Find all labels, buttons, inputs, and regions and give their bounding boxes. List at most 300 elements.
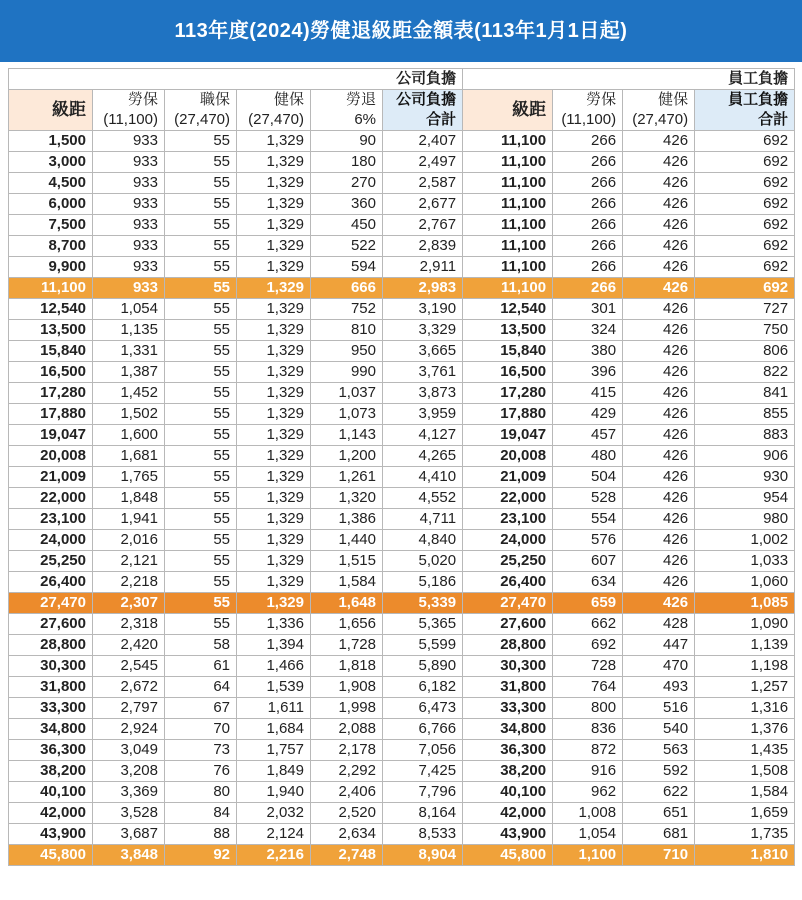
employee-cell: 19,047 — [463, 425, 553, 446]
employee-cell: 883 — [695, 425, 795, 446]
company-cell: 42,000 — [9, 803, 93, 824]
employee-cell: 727 — [695, 299, 795, 320]
company-cell: 950 — [311, 341, 383, 362]
company-cell: 2,124 — [237, 824, 311, 845]
employee-cell: 324 — [553, 320, 623, 341]
employee-col-header-2-line1: 健保 — [658, 91, 689, 108]
employee-cell: 576 — [553, 530, 623, 551]
company-cell: 55 — [165, 488, 237, 509]
company-cell: 2,407 — [383, 131, 463, 152]
company-cell: 360 — [311, 194, 383, 215]
company-cell: 2,292 — [311, 761, 383, 782]
employee-cell: 426 — [623, 551, 695, 572]
table-row — [9, 761, 795, 782]
company-cell: 1,261 — [311, 467, 383, 488]
employee-cell: 426 — [623, 173, 695, 194]
company-cell: 6,473 — [383, 698, 463, 719]
company-cell: 13,500 — [9, 320, 93, 341]
employee-cell: 916 — [553, 761, 623, 782]
employee-cell: 45,800 — [463, 845, 553, 866]
company-cell: 1,329 — [237, 299, 311, 320]
company-cell: 1,440 — [311, 530, 383, 551]
employee-section-header: 員工負擔 — [463, 69, 795, 90]
company-cell: 26,400 — [9, 572, 93, 593]
employee-cell: 1,584 — [695, 782, 795, 803]
company-cell: 933 — [93, 131, 165, 152]
employee-cell: 504 — [553, 467, 623, 488]
employee-cell: 470 — [623, 656, 695, 677]
employee-cell: 493 — [623, 677, 695, 698]
company-cell: 2,677 — [383, 194, 463, 215]
employee-cell: 692 — [695, 194, 795, 215]
employee-cell: 662 — [553, 614, 623, 635]
employee-cell: 266 — [553, 257, 623, 278]
table-row — [9, 383, 795, 404]
employee-cell: 426 — [623, 509, 695, 530]
employee-cell: 1,257 — [695, 677, 795, 698]
company-cell: 1,600 — [93, 425, 165, 446]
company-cell: 1,941 — [93, 509, 165, 530]
company-cell: 666 — [311, 278, 383, 299]
employee-cell: 426 — [623, 467, 695, 488]
table-row — [9, 509, 795, 530]
employee-cell: 962 — [553, 782, 623, 803]
company-cell: 17,280 — [9, 383, 93, 404]
company-cell: 1,329 — [237, 509, 311, 530]
employee-cell: 930 — [695, 467, 795, 488]
company-cell: 1,818 — [311, 656, 383, 677]
employee-cell: 30,300 — [463, 656, 553, 677]
employee-cell: 836 — [553, 719, 623, 740]
company-cell: 2,767 — [383, 215, 463, 236]
company-cell: 45,800 — [9, 845, 93, 866]
employee-cell: 1,810 — [695, 845, 795, 866]
company-cell: 1,848 — [93, 488, 165, 509]
company-cell: 810 — [311, 320, 383, 341]
company-cell: 2,911 — [383, 257, 463, 278]
employee-cell: 426 — [623, 257, 695, 278]
employee-cell: 692 — [695, 131, 795, 152]
employee-col-header-3-line1: 員工負擔 — [728, 91, 789, 108]
company-cell: 4,410 — [383, 467, 463, 488]
employee-cell: 396 — [553, 362, 623, 383]
employee-cell: 28,800 — [463, 635, 553, 656]
company-cell: 3,208 — [93, 761, 165, 782]
company-cell: 55 — [165, 257, 237, 278]
company-cell: 2,497 — [383, 152, 463, 173]
employee-cell: 841 — [695, 383, 795, 404]
table-row — [9, 614, 795, 635]
company-cell: 933 — [93, 215, 165, 236]
table-row — [9, 677, 795, 698]
company-cell: 27,600 — [9, 614, 93, 635]
company-cell: 55 — [165, 551, 237, 572]
employee-col-header-1-line2: (11,100) — [561, 111, 617, 128]
company-cell: 1,331 — [93, 341, 165, 362]
company-cell: 180 — [311, 152, 383, 173]
company-cell: 1,329 — [237, 173, 311, 194]
company-cell: 1,329 — [237, 215, 311, 236]
company-cell: 2,672 — [93, 677, 165, 698]
company-cell: 933 — [93, 173, 165, 194]
employee-col-header-0 — [463, 90, 553, 131]
company-cell: 1,329 — [237, 152, 311, 173]
company-cell: 5,020 — [383, 551, 463, 572]
company-cell: 1,681 — [93, 446, 165, 467]
company-cell: 27,470 — [9, 593, 93, 614]
company-cell: 55 — [165, 425, 237, 446]
company-cell: 8,533 — [383, 824, 463, 845]
company-cell: 7,796 — [383, 782, 463, 803]
company-cell: 3,848 — [93, 845, 165, 866]
company-cell: 15,840 — [9, 341, 93, 362]
employee-cell: 16,500 — [463, 362, 553, 383]
company-cell: 3,190 — [383, 299, 463, 320]
employee-cell: 692 — [695, 173, 795, 194]
employee-cell: 266 — [553, 194, 623, 215]
employee-cell: 42,000 — [463, 803, 553, 824]
employee-cell: 33,300 — [463, 698, 553, 719]
company-cell: 3,329 — [383, 320, 463, 341]
company-col-header-1-line2: (11,100) — [103, 111, 158, 128]
company-cell: 25,250 — [9, 551, 93, 572]
table-row — [9, 593, 795, 614]
company-cell: 34,800 — [9, 719, 93, 740]
contribution-table — [8, 68, 795, 866]
company-cell: 70 — [165, 719, 237, 740]
employee-cell: 528 — [553, 488, 623, 509]
company-cell: 55 — [165, 299, 237, 320]
company-cell: 55 — [165, 509, 237, 530]
employee-cell: 266 — [553, 152, 623, 173]
employee-cell: 659 — [553, 593, 623, 614]
employee-cell: 1,198 — [695, 656, 795, 677]
company-cell: 933 — [93, 194, 165, 215]
company-cell: 594 — [311, 257, 383, 278]
table-row — [9, 425, 795, 446]
company-col-header-3-line1: 健保 — [273, 91, 304, 108]
company-cell: 1,135 — [93, 320, 165, 341]
employee-cell: 22,000 — [463, 488, 553, 509]
table-row — [9, 320, 795, 341]
company-cell: 7,425 — [383, 761, 463, 782]
company-cell: 2,839 — [383, 236, 463, 257]
employee-cell: 426 — [623, 404, 695, 425]
company-cell: 752 — [311, 299, 383, 320]
company-cell: 1,998 — [311, 698, 383, 719]
company-col-header-3 — [237, 90, 311, 131]
table-row — [9, 236, 795, 257]
company-cell: 1,073 — [311, 404, 383, 425]
table-row — [9, 698, 795, 719]
company-cell: 31,800 — [9, 677, 93, 698]
company-cell: 3,959 — [383, 404, 463, 425]
employee-cell: 1,085 — [695, 593, 795, 614]
company-cell: 5,599 — [383, 635, 463, 656]
company-cell: 19,047 — [9, 425, 93, 446]
company-cell: 2,016 — [93, 530, 165, 551]
employee-cell: 24,000 — [463, 530, 553, 551]
company-cell: 933 — [93, 278, 165, 299]
company-col-header-4-line1: 勞退 — [345, 91, 376, 108]
employee-cell: 301 — [553, 299, 623, 320]
employee-cell: 266 — [553, 236, 623, 257]
employee-cell: 1,100 — [553, 845, 623, 866]
employee-cell: 426 — [623, 299, 695, 320]
company-cell: 270 — [311, 173, 383, 194]
company-cell: 76 — [165, 761, 237, 782]
company-cell: 55 — [165, 530, 237, 551]
company-col-header-2 — [165, 90, 237, 131]
table-title: 113年度(2024)勞健退級距金額表(113年1月1日起) — [0, 0, 802, 62]
company-cell: 1,908 — [311, 677, 383, 698]
company-cell: 28,800 — [9, 635, 93, 656]
employee-cell: 554 — [553, 509, 623, 530]
employee-cell: 447 — [623, 635, 695, 656]
table-row — [9, 446, 795, 467]
company-cell: 20,008 — [9, 446, 93, 467]
company-cell: 3,761 — [383, 362, 463, 383]
company-cell: 1,336 — [237, 614, 311, 635]
employee-cell: 710 — [623, 845, 695, 866]
table-row — [9, 803, 795, 824]
company-cell: 6,182 — [383, 677, 463, 698]
company-cell: 2,545 — [93, 656, 165, 677]
table-row — [9, 404, 795, 425]
company-cell: 55 — [165, 173, 237, 194]
company-cell: 11,100 — [9, 278, 93, 299]
company-cell: 55 — [165, 131, 237, 152]
company-cell: 1,728 — [311, 635, 383, 656]
employee-cell: 11,100 — [463, 257, 553, 278]
table-row — [9, 551, 795, 572]
employee-cell: 906 — [695, 446, 795, 467]
company-cell: 8,700 — [9, 236, 93, 257]
table-row — [9, 173, 795, 194]
company-cell: 55 — [165, 236, 237, 257]
company-cell: 1,502 — [93, 404, 165, 425]
company-cell: 3,528 — [93, 803, 165, 824]
company-cell: 1,466 — [237, 656, 311, 677]
company-cell: 2,406 — [311, 782, 383, 803]
company-cell: 84 — [165, 803, 237, 824]
company-cell: 1,584 — [311, 572, 383, 593]
company-cell: 5,186 — [383, 572, 463, 593]
company-cell: 55 — [165, 467, 237, 488]
company-cell: 1,515 — [311, 551, 383, 572]
employee-cell: 1,054 — [553, 824, 623, 845]
company-cell: 7,500 — [9, 215, 93, 236]
employee-cell: 1,659 — [695, 803, 795, 824]
employee-cell: 23,100 — [463, 509, 553, 530]
company-cell: 1,757 — [237, 740, 311, 761]
employee-cell: 872 — [553, 740, 623, 761]
company-cell: 30,300 — [9, 656, 93, 677]
employee-cell: 12,540 — [463, 299, 553, 320]
company-cell: 5,890 — [383, 656, 463, 677]
employee-cell: 806 — [695, 341, 795, 362]
employee-cell: 11,100 — [463, 131, 553, 152]
company-cell: 1,037 — [311, 383, 383, 404]
company-cell: 55 — [165, 194, 237, 215]
employee-cell: 750 — [695, 320, 795, 341]
table-row — [9, 278, 795, 299]
employee-cell: 1,435 — [695, 740, 795, 761]
table-row — [9, 194, 795, 215]
employee-cell: 11,100 — [463, 215, 553, 236]
company-cell: 22,000 — [9, 488, 93, 509]
company-cell: 1,329 — [237, 278, 311, 299]
company-cell: 58 — [165, 635, 237, 656]
employee-cell: 426 — [623, 194, 695, 215]
employee-cell: 692 — [553, 635, 623, 656]
table-row — [9, 782, 795, 803]
table-row — [9, 719, 795, 740]
company-cell: 1,684 — [237, 719, 311, 740]
employee-cell: 415 — [553, 383, 623, 404]
employee-col-header-1-line1: 勞保 — [586, 91, 617, 108]
company-cell: 55 — [165, 215, 237, 236]
employee-cell: 38,200 — [463, 761, 553, 782]
employee-cell: 480 — [553, 446, 623, 467]
employee-col-header-2 — [623, 90, 695, 131]
company-cell: 1,329 — [237, 551, 311, 572]
company-cell: 990 — [311, 362, 383, 383]
company-cell: 1,611 — [237, 698, 311, 719]
company-cell: 55 — [165, 362, 237, 383]
company-cell: 1,329 — [237, 572, 311, 593]
company-cell: 1,329 — [237, 131, 311, 152]
employee-cell: 954 — [695, 488, 795, 509]
employee-cell: 426 — [623, 425, 695, 446]
employee-cell: 43,900 — [463, 824, 553, 845]
employee-cell: 1,060 — [695, 572, 795, 593]
company-cell: 55 — [165, 572, 237, 593]
company-cell: 1,143 — [311, 425, 383, 446]
company-col-header-0-line1: 級距 — [52, 100, 86, 119]
company-cell: 3,000 — [9, 152, 93, 173]
employee-cell: 426 — [623, 593, 695, 614]
company-cell: 4,500 — [9, 173, 93, 194]
employee-cell: 1,508 — [695, 761, 795, 782]
employee-cell: 426 — [623, 320, 695, 341]
employee-cell: 11,100 — [463, 152, 553, 173]
employee-cell: 11,100 — [463, 194, 553, 215]
employee-cell: 426 — [623, 383, 695, 404]
company-cell: 4,711 — [383, 509, 463, 530]
employee-cell: 426 — [623, 341, 695, 362]
employee-cell: 1,090 — [695, 614, 795, 635]
company-cell: 1,329 — [237, 446, 311, 467]
company-cell: 36,300 — [9, 740, 93, 761]
employee-cell: 426 — [623, 215, 695, 236]
table-row — [9, 572, 795, 593]
company-cell: 2,032 — [237, 803, 311, 824]
company-col-header-5-line1: 公司負擔 — [396, 91, 457, 108]
company-cell: 4,552 — [383, 488, 463, 509]
employee-col-header-0-line1: 級距 — [512, 100, 547, 119]
employee-cell: 25,250 — [463, 551, 553, 572]
company-cell: 3,665 — [383, 341, 463, 362]
company-cell: 9,900 — [9, 257, 93, 278]
employee-cell: 426 — [623, 530, 695, 551]
company-cell: 1,329 — [237, 320, 311, 341]
company-cell: 1,386 — [311, 509, 383, 530]
employee-cell: 607 — [553, 551, 623, 572]
table-row — [9, 845, 795, 866]
employee-cell: 1,008 — [553, 803, 623, 824]
table-row — [9, 530, 795, 551]
company-col-header-3-line2: (27,470) — [248, 111, 304, 128]
company-cell: 2,218 — [93, 572, 165, 593]
table-row — [9, 341, 795, 362]
employee-cell: 651 — [623, 803, 695, 824]
company-cell: 8,164 — [383, 803, 463, 824]
company-cell: 8,904 — [383, 845, 463, 866]
employee-cell: 822 — [695, 362, 795, 383]
employee-cell: 1,033 — [695, 551, 795, 572]
employee-cell: 11,100 — [463, 173, 553, 194]
employee-cell: 31,800 — [463, 677, 553, 698]
company-cell: 2,520 — [311, 803, 383, 824]
table-row — [9, 824, 795, 845]
table-row — [9, 740, 795, 761]
company-cell: 4,840 — [383, 530, 463, 551]
employee-cell: 266 — [553, 215, 623, 236]
employee-col-header-3 — [695, 90, 795, 131]
employee-cell: 11,100 — [463, 236, 553, 257]
company-cell: 1,329 — [237, 194, 311, 215]
company-cell: 1,940 — [237, 782, 311, 803]
company-cell: 3,369 — [93, 782, 165, 803]
company-cell: 55 — [165, 446, 237, 467]
company-cell: 1,765 — [93, 467, 165, 488]
company-cell: 55 — [165, 404, 237, 425]
company-cell: 2,088 — [311, 719, 383, 740]
employee-cell: 516 — [623, 698, 695, 719]
employee-cell: 692 — [695, 152, 795, 173]
company-cell: 55 — [165, 383, 237, 404]
company-cell: 2,634 — [311, 824, 383, 845]
employee-cell: 429 — [553, 404, 623, 425]
company-cell: 7,056 — [383, 740, 463, 761]
employee-cell: 11,100 — [463, 278, 553, 299]
employee-cell: 40,100 — [463, 782, 553, 803]
company-cell: 1,320 — [311, 488, 383, 509]
company-cell: 55 — [165, 593, 237, 614]
table-row — [9, 635, 795, 656]
company-cell: 55 — [165, 341, 237, 362]
company-cell: 2,748 — [311, 845, 383, 866]
employee-cell: 1,735 — [695, 824, 795, 845]
company-cell: 24,000 — [9, 530, 93, 551]
employee-cell: 457 — [553, 425, 623, 446]
company-cell: 73 — [165, 740, 237, 761]
company-cell: 933 — [93, 152, 165, 173]
table-row — [9, 467, 795, 488]
company-col-header-2-line1: 職保 — [199, 91, 230, 108]
company-cell: 33,300 — [9, 698, 93, 719]
company-cell: 55 — [165, 152, 237, 173]
company-cell: 522 — [311, 236, 383, 257]
company-cell: 4,265 — [383, 446, 463, 467]
company-cell: 1,329 — [237, 236, 311, 257]
company-cell: 55 — [165, 320, 237, 341]
employee-cell: 26,400 — [463, 572, 553, 593]
company-cell: 1,452 — [93, 383, 165, 404]
employee-cell: 266 — [553, 173, 623, 194]
company-cell: 1,329 — [237, 383, 311, 404]
